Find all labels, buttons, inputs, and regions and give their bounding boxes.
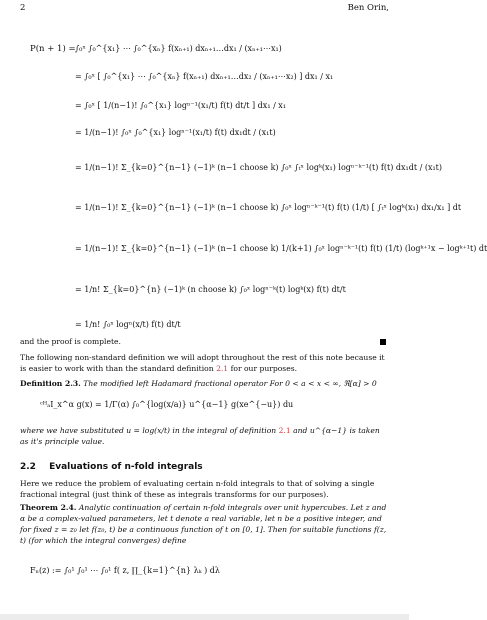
theorem-title: Theorem 2.4.: [20, 503, 77, 512]
definition-after: [20, 425, 388, 447]
definition-reference-link[interactable]: 2.1: [278, 426, 291, 435]
section-paragraph: Here we reduce the problem of evaluating certain n-fold integrals to that of solving a single fractional integral (just think of these as integrals transforms for our purposes).: [20, 479, 375, 499]
viewer-bottom-strip: [0, 614, 409, 620]
theorem-formula: Fₙ(z) := ∫₀¹ ∫₀¹ ⋯ ∫₀¹ f( z, ∏_{k=1}^{n} λₖ ) dλ: [30, 566, 220, 575]
intro-paragraph: [20, 352, 388, 374]
definition-formula: ᶜᴴₐI_x^α g(x) = 1/Γ(α) ∫₀^{log(x/a)} u^{α−1} g(xe^{−u}) du: [40, 400, 294, 409]
theorem-body: Analytic continuation of certain n-fold integrals over unit hypercubes. Let z and α be a complex-valued parameters, let t denote a real variable, let n be a positive integer, and for fixed z = z₀ let f(z₀, t) be a continuous function of t on [0, 1]. Then for suitable functions f(z, t) (for which the integral converges) define: [20, 503, 387, 545]
section-number: 2.2: [20, 462, 36, 472]
equation-line: = 1/n! Σ_{k=0}^{n} (−1)ᵏ (n choose k) ∫₀ˣ logⁿ⁻ᵏ(t) logᵏ(x) f(t) dt/t: [75, 285, 346, 294]
equation-lhs: P(n + 1) =: [30, 44, 76, 54]
equation-line: = 1/(n−1)! Σ_{k=0}^{n−1} (−1)ᵏ (n−1 choose k) ∫₀ˣ ∫ₜˣ logᵏ(x₁) logⁿ⁻ᵏ⁻¹(t) f(t) dx₁dt / (x₁t): [75, 163, 443, 172]
definition-heading: [20, 378, 388, 389]
page-number: 2: [20, 3, 26, 13]
definition-after-text: where we have substituted u = log(x/t) in the integral of definition: [20, 426, 277, 435]
definition-title: Definition 2.3.: [20, 379, 81, 388]
running-author: Ben Orin,: [347, 3, 389, 13]
equation-line: ∫₀ˣ ∫₀^{x₁} ⋯ ∫₀^{xₙ} f(xₙ₊₁) dxₙ₊₁…dx₁ / (xₙ₊₁⋯x₁): [75, 44, 282, 53]
equation-line: = 1/(n−1)! ∫₀ˣ ∫₀^{x₁} logⁿ⁻¹(x₁/t) f(t) dx₁dt / (x₁t): [75, 128, 276, 137]
qed-symbol: [380, 339, 386, 345]
running-header: [20, 3, 389, 15]
equation-line: = ∫₀ˣ [ ∫₀^{x₁} ⋯ ∫₀^{xₙ} f(xₙ₊₁) dxₙ₊₁…dx₂ / (xₙ₊₁⋯x₂) ] dx₁ / x₁: [75, 72, 334, 81]
equation-line: = 1/(n−1)! Σ_{k=0}^{n−1} (−1)ᵏ (n−1 choose k) ∫₀ˣ logⁿ⁻ᵏ⁻¹(t) f(t) (1/t) [ ∫ₜˣ logᵏ(x₁) dx₁/x₁ ] dt: [75, 203, 462, 212]
equation-line: = ∫₀ˣ [ 1/(n−1)! ∫₀^{x₁} logⁿ⁻¹(x₁/t) f(t) dt/t ] dx₁ / x₁: [75, 101, 287, 110]
section-title: Evaluations of n-fold integrals: [49, 462, 203, 472]
section-heading: [20, 462, 203, 472]
equation-line: = 1/n! ∫₀ˣ logⁿ(x/t) f(t) dt/t: [75, 320, 181, 329]
proof-complete-text: and the proof is complete.: [20, 337, 121, 346]
definition-reference-link[interactable]: 2.1: [216, 364, 229, 373]
definition-after-tail: and u^{α−1} is taken as it's principle value.: [20, 426, 380, 446]
equation-line: = 1/(n−1)! Σ_{k=0}^{n−1} (−1)ᵏ (n−1 choose k) 1/(k+1) ∫₀ˣ logⁿ⁻ᵏ⁻¹(t) f(t) (1/t) (logᵏ⁺¹x − logᵏ⁺¹t) dt: [75, 244, 487, 253]
intro-text: The following non-standard definition we will adopt throughout the rest of this note because it is easier to work with than the standard definition: [20, 353, 385, 373]
theorem-block: [20, 502, 388, 546]
intro-tail-text: for our purposes.: [230, 364, 298, 373]
definition-body: The modified left Hadamard fractional operator For 0 < a < x < ∞, ℜ[α] > 0: [83, 379, 377, 388]
